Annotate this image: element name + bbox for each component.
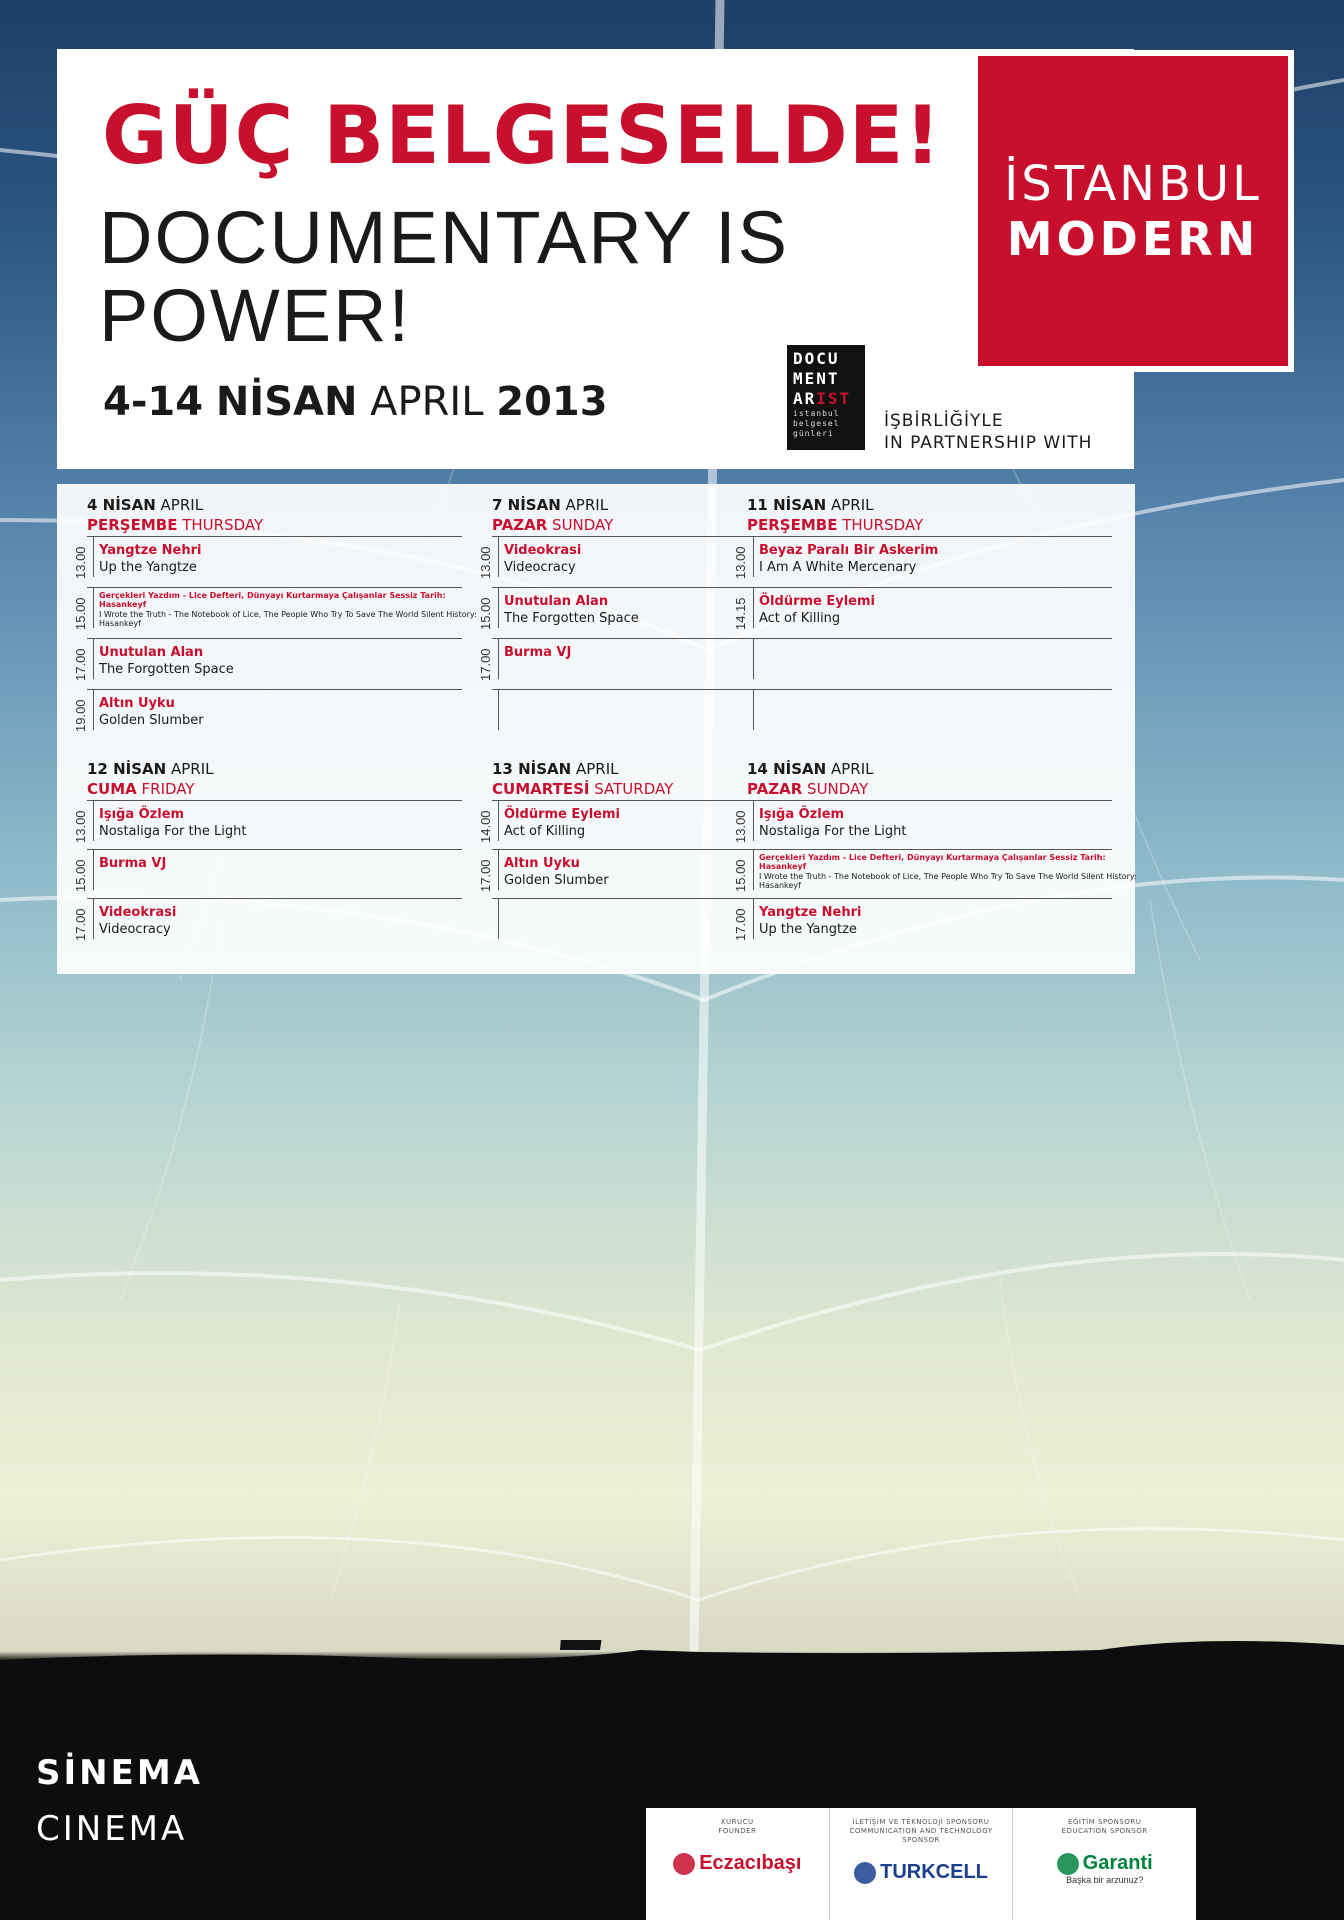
screening-time: 13.00 bbox=[733, 546, 748, 580]
logo-line-1: İSTANBUL bbox=[1004, 156, 1262, 212]
film-title-en: Act of Killing bbox=[504, 824, 586, 839]
documentarist-line-2: MENT bbox=[793, 369, 840, 388]
screening-time: 15.00 bbox=[73, 859, 88, 893]
film-title-tr: Unutulan Alan bbox=[504, 594, 609, 609]
slot-divider bbox=[498, 588, 499, 628]
screening-slot bbox=[73, 849, 462, 898]
sponsor-garanti-clover bbox=[1013, 1808, 1196, 1920]
slot-divider bbox=[93, 850, 94, 890]
film-title-tr: Burma VJ bbox=[99, 856, 167, 871]
day-month-en: APRIL bbox=[830, 760, 874, 778]
slot-divider bbox=[93, 588, 94, 628]
slot-divider bbox=[93, 801, 94, 841]
film-title-tr: Videokrasi bbox=[504, 543, 582, 558]
documentarist-line-1: DOCU bbox=[793, 349, 840, 368]
weekday-en: THURSDAY bbox=[842, 516, 924, 534]
day-date bbox=[87, 496, 462, 516]
day-date bbox=[87, 760, 462, 780]
screening-time: 15.00 bbox=[73, 597, 88, 631]
weekday-tr: PERŞEMBE bbox=[87, 516, 178, 534]
slot-divider bbox=[753, 850, 754, 890]
film-title-en: I Wrote the Truth - The Notebook of Lice, The People Who Try To Save The World Silent History: Hasankeyf bbox=[99, 610, 477, 628]
screening-slot bbox=[73, 689, 462, 740]
day-date-tr: 14 NİSAN bbox=[747, 760, 827, 778]
date-month-tr: NİSAN bbox=[215, 379, 358, 425]
screening-time bbox=[478, 696, 494, 736]
film-title-tr: Videokrasi bbox=[99, 905, 177, 920]
partnership-en: IN PARTNERSHIP WITH bbox=[884, 433, 1093, 453]
day-date bbox=[747, 760, 1112, 780]
turkcell-icon bbox=[854, 1862, 876, 1884]
screening-slot bbox=[733, 536, 1112, 587]
screening-time: 17.00 bbox=[73, 648, 88, 682]
sponsor-strip bbox=[646, 1808, 1196, 1920]
slot-divider bbox=[498, 801, 499, 841]
film-title-en: The Forgotten Space bbox=[99, 662, 234, 677]
weekday-tr: CUMA bbox=[87, 780, 137, 798]
slot-divider bbox=[753, 588, 754, 628]
screening-time: 14.00 bbox=[478, 810, 493, 844]
cinema-en: CINEMA bbox=[36, 1809, 188, 1849]
film-title-en: Nostaliga For the Light bbox=[759, 824, 907, 839]
sponsor-name-text: Garanti bbox=[1082, 1852, 1153, 1874]
date-year: 2013 bbox=[496, 379, 608, 425]
day-month-en: APRIL bbox=[160, 496, 204, 514]
weekday-en: SATURDAY bbox=[594, 780, 674, 798]
day-month-en: APRIL bbox=[575, 760, 619, 778]
film-title-en: The Forgotten Space bbox=[504, 611, 639, 626]
schedule-day bbox=[73, 496, 477, 740]
screening-slot bbox=[733, 587, 1112, 638]
sponsor-name bbox=[854, 1861, 988, 1884]
slot-divider bbox=[753, 801, 754, 841]
slot-divider bbox=[498, 899, 499, 939]
documentarist-line-3 bbox=[793, 389, 865, 409]
day-date-tr: 4 NİSAN bbox=[87, 496, 156, 514]
partnership-tr: İŞBİRLİĞİYLE bbox=[884, 411, 1004, 431]
day-date bbox=[747, 496, 1112, 516]
documentarist-sub-1: istanbul bbox=[793, 409, 840, 418]
eczacibasi-icon bbox=[673, 1853, 695, 1875]
film-title-tr: Işığa Özlem bbox=[99, 807, 185, 822]
sponsor-name bbox=[1057, 1852, 1153, 1875]
weekday-en: SUNDAY bbox=[807, 780, 869, 798]
sponsor-name-text: TURKCELL bbox=[880, 1861, 988, 1883]
screening-time: 17.00 bbox=[478, 859, 493, 893]
film-title-en: Golden Slumber bbox=[504, 873, 609, 888]
partnership-text bbox=[884, 410, 1092, 454]
film-title-en: Videocracy bbox=[504, 560, 576, 575]
film-title-en: Golden Slumber bbox=[99, 713, 204, 728]
slot-divider bbox=[498, 690, 499, 730]
film-title-tr: Gerçekleri Yazdım - Lice Defteri, Dünyayı Kurtarmaya Çalışanlar Sessiz Tarih: Hasankeyf bbox=[99, 591, 446, 609]
garanti-clover-icon bbox=[1057, 1853, 1079, 1875]
screening-slot bbox=[73, 800, 462, 849]
film-title-tr: Yangtze Nehri bbox=[759, 905, 862, 920]
day-weekday bbox=[747, 516, 1112, 536]
screening-slot bbox=[733, 849, 1137, 898]
weekday-tr: PAZAR bbox=[492, 516, 548, 534]
title-turkish: GÜÇ BELGESELDE! bbox=[102, 89, 942, 182]
weekday-tr: CUMARTESİ bbox=[492, 780, 590, 798]
sponsor-role-tr: İLETİŞİM VE TEKNOLOJİ SPONSORU bbox=[852, 1818, 990, 1826]
film-title-tr: Öldürme Eylemi bbox=[759, 594, 875, 609]
sponsor-role-tr: EĞİTİM SPONSORU bbox=[1067, 1818, 1142, 1826]
slot-divider bbox=[753, 690, 754, 730]
schedule-day bbox=[733, 496, 1112, 740]
weekday-en: THURSDAY bbox=[182, 516, 264, 534]
screening-slot bbox=[73, 587, 477, 638]
screening-time: 13.00 bbox=[73, 810, 88, 844]
film-title-tr: Gerçekleri Yazdım - Lice Defteri, Dünyayı Kurtarmaya Çalışanlar Sessiz Tarih: Hasankeyf bbox=[759, 853, 1106, 871]
screening-slot bbox=[747, 689, 1112, 740]
sponsor-role-en: COMMUNICATION AND TECHNOLOGY SPONSOR bbox=[849, 1827, 993, 1844]
sponsor-name bbox=[673, 1852, 801, 1875]
day-weekday bbox=[87, 780, 462, 800]
screening-time bbox=[733, 696, 749, 736]
slot-divider bbox=[753, 537, 754, 577]
screening-slot bbox=[733, 898, 1112, 947]
sponsor-name-text: Eczacıbaşı bbox=[699, 1852, 802, 1874]
slot-divider bbox=[498, 850, 499, 890]
slot-divider bbox=[753, 639, 754, 679]
documentarist-sub-2: belgesel bbox=[793, 419, 840, 428]
film-title-tr: Işığa Özlem bbox=[759, 807, 845, 822]
screening-time bbox=[478, 905, 494, 945]
screening-time: 14.15 bbox=[733, 597, 748, 631]
sponsor-turkcell bbox=[830, 1808, 1014, 1920]
day-date-tr: 12 NİSAN bbox=[87, 760, 167, 778]
screening-time: 17.00 bbox=[73, 908, 88, 942]
weekday-en: SUNDAY bbox=[552, 516, 614, 534]
istanbul-modern-logo bbox=[978, 56, 1288, 366]
screening-time: 15.00 bbox=[733, 859, 748, 893]
screening-slot bbox=[73, 536, 462, 587]
film-title-tr: Unutulan Alan bbox=[99, 645, 204, 660]
screening-time bbox=[733, 645, 749, 685]
cinema-label bbox=[36, 1745, 203, 1857]
screening-time: 19.00 bbox=[73, 699, 88, 733]
film-title-en: I Am A White Mercenary bbox=[759, 560, 917, 575]
day-weekday bbox=[87, 516, 462, 536]
day-month-en: APRIL bbox=[170, 760, 214, 778]
day-date-tr: 13 NİSAN bbox=[492, 760, 572, 778]
documentarist-sub-3: günleri bbox=[793, 429, 834, 438]
film-title-tr: Yangtze Nehri bbox=[99, 543, 202, 558]
festival-dates bbox=[103, 379, 608, 425]
slot-divider bbox=[93, 690, 94, 730]
schedule-day bbox=[733, 760, 1137, 947]
title-english: DOCUMENTARY IS POWER! bbox=[99, 196, 789, 357]
screening-slot bbox=[733, 800, 1112, 849]
slot-divider bbox=[498, 639, 499, 679]
sponsor-role-en: FOUNDER bbox=[718, 1827, 757, 1835]
screening-time: 17.00 bbox=[478, 648, 493, 682]
date-days: 4-14 bbox=[103, 379, 204, 425]
documentarist-logo bbox=[787, 345, 865, 450]
logo-line-2: MODERN bbox=[1006, 212, 1260, 266]
slot-divider bbox=[753, 899, 754, 939]
film-title-tr: Burma VJ bbox=[504, 645, 572, 660]
weekday-tr: PAZAR bbox=[747, 780, 803, 798]
film-title-tr: Altın Uyku bbox=[504, 856, 580, 871]
day-weekday bbox=[747, 780, 1112, 800]
screening-time: 13.00 bbox=[733, 810, 748, 844]
day-date-tr: 7 NİSAN bbox=[492, 496, 561, 514]
day-month-en: APRIL bbox=[565, 496, 609, 514]
slot-divider bbox=[93, 639, 94, 679]
sponsor-role-en: EDUCATION SPONSOR bbox=[1061, 1827, 1148, 1835]
slot-divider bbox=[498, 537, 499, 577]
screening-schedule bbox=[57, 484, 1135, 974]
weekday-en: FRIDAY bbox=[141, 780, 195, 798]
sponsor-role-tr: KURUCU bbox=[721, 1818, 754, 1826]
date-month-en: APRIL bbox=[370, 379, 484, 425]
film-title-en: Act of Killing bbox=[759, 611, 841, 626]
schedule-day bbox=[73, 760, 462, 947]
screening-time: 13.00 bbox=[478, 546, 493, 580]
screening-time: 17.00 bbox=[733, 908, 748, 942]
documentarist-ar: AR bbox=[793, 389, 817, 408]
screening-slot bbox=[73, 898, 462, 947]
day-date-tr: 11 NİSAN bbox=[747, 496, 827, 514]
film-title-tr: Öldürme Eylemi bbox=[504, 807, 620, 822]
film-title-en: Up the Yangtze bbox=[99, 560, 197, 575]
documentarist-ist: IST bbox=[816, 389, 852, 408]
slot-divider bbox=[93, 899, 94, 939]
film-title-en: Videocracy bbox=[99, 922, 171, 937]
screening-slot bbox=[73, 638, 462, 689]
film-title-tr: Altın Uyku bbox=[99, 696, 175, 711]
film-title-tr: Beyaz Paralı Bir Askerim bbox=[759, 543, 939, 558]
sponsor-eczacibasi bbox=[646, 1808, 830, 1920]
film-title-en: Up the Yangtze bbox=[759, 922, 857, 937]
screening-slot bbox=[747, 638, 1112, 689]
screening-time: 15.00 bbox=[478, 597, 493, 631]
film-title-en: I Wrote the Truth - The Notebook of Lice, The People Who Try To Save The World Silent History: Hasankeyf bbox=[759, 872, 1137, 890]
day-month-en: APRIL bbox=[830, 496, 874, 514]
cinema-tr: SİNEMA bbox=[36, 1753, 203, 1793]
screening-time: 13.00 bbox=[73, 546, 88, 580]
weekday-tr: PERŞEMBE bbox=[747, 516, 838, 534]
slot-divider bbox=[93, 537, 94, 577]
film-title-en: Nostaliga For the Light bbox=[99, 824, 247, 839]
sponsor-tagline: Başka bir arzunuz? bbox=[1066, 1875, 1144, 1885]
